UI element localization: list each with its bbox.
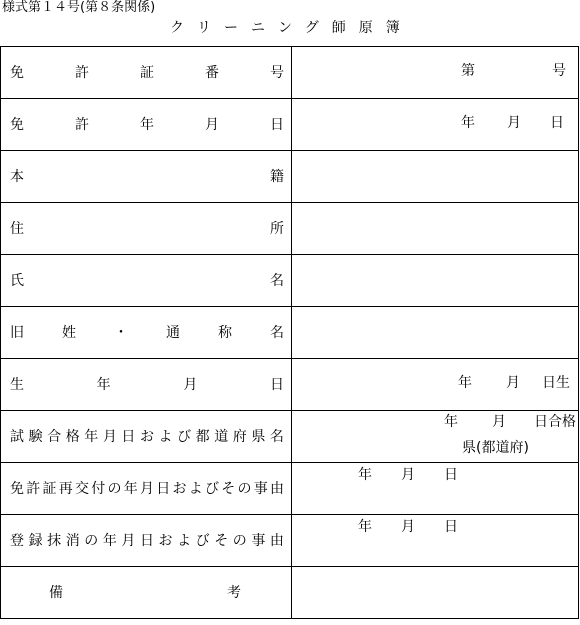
day-unit: 日 (550, 115, 564, 131)
label-char: 消 (65, 532, 80, 549)
label-char: 号 (270, 64, 284, 81)
label-char: 姓 (62, 324, 76, 341)
prefecture-unit: 県(都道府) (462, 440, 529, 456)
label-char: 旧 (10, 324, 24, 341)
label-char: 日 (121, 428, 136, 445)
label-char: ・ (114, 324, 128, 341)
label-char: の (84, 532, 99, 549)
label-char: 験 (28, 428, 43, 445)
former-surname-alias-label-cell (1, 307, 292, 359)
label-char: び (177, 428, 192, 445)
label-char: お (158, 532, 173, 549)
label-char: 許 (75, 64, 89, 81)
label-char: 生 (10, 376, 24, 393)
full-name-label-cell (1, 255, 292, 307)
label-char: の (107, 480, 122, 497)
label-char: そ (221, 480, 236, 497)
label-char: 年 (140, 116, 154, 133)
label-char: 再 (58, 480, 73, 497)
label-char: 付 (91, 480, 106, 497)
year-unit: 年 (358, 467, 372, 483)
month-unit: 月 (507, 115, 521, 131)
license-date-label-cell (1, 99, 292, 151)
label-char: 番 (205, 64, 219, 81)
label-char: 免 (10, 480, 24, 497)
label-char: 日 (269, 376, 284, 393)
label-char: 年 (102, 532, 117, 549)
row-full-name (1, 255, 579, 307)
address-value-cell[interactable] (292, 203, 579, 255)
label-char: の (232, 532, 247, 549)
label-char: 備 (49, 584, 63, 601)
registered-domicile-value-cell[interactable] (292, 151, 579, 203)
register-rows (1, 47, 579, 619)
label-char: 府 (232, 428, 247, 445)
label-char: 日 (139, 532, 154, 549)
label-char: 許 (26, 480, 41, 497)
label-char: 名 (270, 324, 284, 341)
label-char: 本 (10, 168, 24, 185)
label-char: 住 (10, 220, 24, 237)
label-char: 免 (10, 116, 24, 133)
exam-pass-date-prefecture-value-cell[interactable] (292, 411, 579, 463)
year-unit: 年 (458, 375, 472, 391)
month-unit: 月 (506, 375, 520, 391)
license-date-value-cell[interactable] (292, 99, 579, 151)
year-unit: 年 (444, 414, 458, 430)
label-char: 日 (270, 116, 284, 133)
remarks-label-cell (1, 567, 292, 619)
year-unit: 年 (461, 115, 475, 131)
label-char: 称 (218, 324, 232, 341)
label-char: 証 (140, 64, 154, 81)
registration-cancel-date-reason-label-cell (1, 515, 292, 567)
label-char: 登 (10, 532, 24, 549)
label-char: 通 (166, 324, 180, 341)
month-unit: 月 (401, 519, 415, 535)
label-char: 証 (42, 480, 57, 497)
number-prefix: 第 (461, 63, 475, 79)
day-unit: 日 (444, 467, 458, 483)
register-table (0, 46, 579, 619)
license-number-label-cell (1, 47, 292, 99)
label-char: 許 (75, 116, 89, 133)
label-char: 事 (251, 532, 266, 549)
label-char: 年 (84, 428, 99, 445)
remarks-label (49, 584, 241, 602)
registered-domicile-label (10, 168, 284, 186)
label-char: 交 (75, 480, 89, 497)
exam-pass-date-prefecture-label (10, 428, 284, 446)
label-char: お (139, 428, 154, 445)
license-number-label (10, 64, 284, 82)
label-char: 格 (65, 428, 80, 445)
row-date-of-birth (1, 359, 579, 411)
label-char: 月 (121, 532, 136, 549)
label-char: 由 (270, 480, 284, 497)
label-char: よ (158, 428, 173, 445)
label-char: 事 (253, 480, 268, 497)
label-char: 年 (123, 480, 138, 497)
label-char: 免 (10, 64, 24, 81)
former-surname-alias-label (10, 324, 284, 342)
day-born-unit: 日生 (542, 375, 570, 391)
label-char: の (237, 480, 252, 497)
full-name-label (10, 272, 284, 290)
day-passed-unit: 日合格 (534, 414, 576, 430)
month-unit: 月 (492, 414, 506, 430)
exam-pass-date-prefecture-label-cell (1, 411, 292, 463)
day-unit: 日 (444, 519, 458, 535)
label-char: 録 (28, 532, 43, 549)
label-char: 名 (269, 428, 284, 445)
address-label (10, 220, 284, 238)
registration-cancel-date-reason-value-cell[interactable] (292, 515, 579, 567)
label-char: よ (177, 532, 192, 549)
full-name-value-cell[interactable] (292, 255, 579, 307)
label-char: 日 (156, 480, 171, 497)
label-char: 試 (10, 428, 24, 445)
row-license-reissue-date-reason (1, 463, 579, 515)
registered-domicile-label-cell (1, 151, 292, 203)
form-number: 様式第１４号(第８条関係) (2, 0, 156, 15)
row-registered-domicile (1, 151, 579, 203)
label-char: 由 (269, 532, 284, 549)
label-char: び (205, 480, 219, 497)
label-char: 氏 (10, 272, 24, 289)
number-suffix: 号 (552, 63, 566, 79)
date-of-birth-value-cell[interactable] (292, 359, 579, 411)
row-former-surname-alias (1, 307, 579, 359)
row-license-date (1, 99, 579, 151)
row-license-number (1, 47, 579, 99)
label-char: 合 (47, 428, 62, 445)
license-number-value-cell[interactable] (292, 47, 579, 99)
month-unit: 月 (401, 467, 415, 483)
license-reissue-date-reason-label-cell (1, 463, 292, 515)
former-surname-alias-value-cell[interactable] (292, 307, 579, 359)
label-char: 県 (251, 428, 266, 445)
row-remarks (1, 567, 579, 619)
label-char: そ (214, 532, 229, 549)
label-char: 年 (96, 376, 111, 393)
label-char: 月 (102, 428, 117, 445)
label-char: 考 (227, 584, 241, 601)
label-char: 所 (270, 220, 284, 237)
label-char: 都 (195, 428, 210, 445)
label-char: 月 (183, 376, 198, 393)
label-char: 月 (140, 480, 154, 497)
registration-cancel-date-reason-label (10, 532, 284, 550)
remarks-value-cell[interactable] (292, 567, 579, 619)
label-char: 籍 (270, 168, 284, 185)
license-reissue-date-reason-value-cell[interactable] (292, 463, 579, 515)
year-unit: 年 (358, 519, 372, 535)
date-of-birth-label-cell (1, 359, 292, 411)
address-label-cell (1, 203, 292, 255)
label-char: 名 (270, 272, 284, 289)
label-char: 月 (205, 116, 219, 133)
license-date-label (10, 116, 284, 134)
label-char: お (172, 480, 187, 497)
label-char: よ (188, 480, 203, 497)
row-address (1, 203, 579, 255)
label-char: 道 (214, 428, 229, 445)
date-of-birth-label (10, 376, 284, 394)
label-char: び (195, 532, 210, 549)
label-char: 抹 (47, 532, 62, 549)
document-title: クリーニング師原簿 (170, 20, 413, 36)
row-exam-pass-date-prefecture (1, 411, 579, 463)
license-reissue-date-reason-label (10, 480, 284, 498)
row-registration-cancel-date-reason (1, 515, 579, 567)
